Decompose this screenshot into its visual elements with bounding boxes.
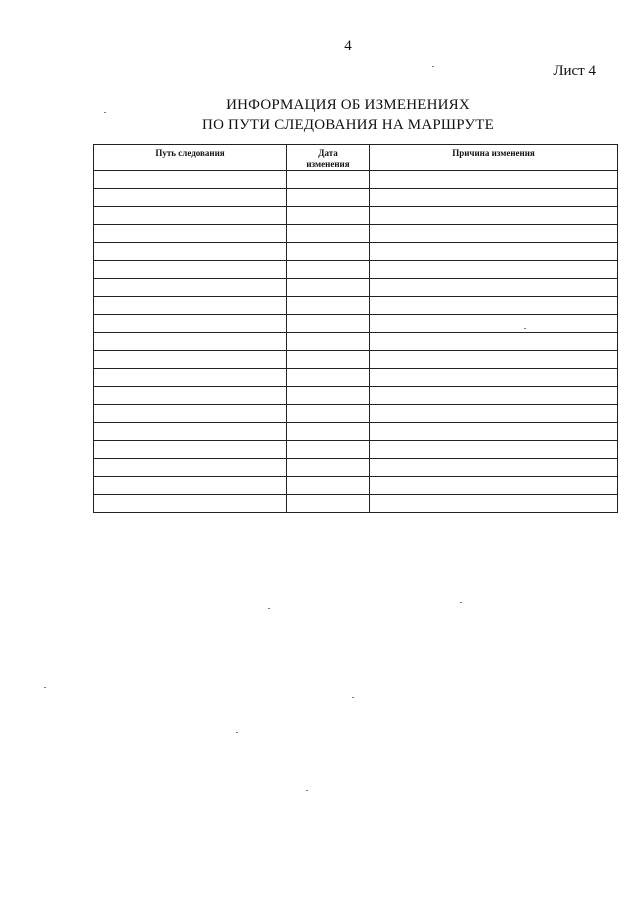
cell-route[interactable] bbox=[94, 495, 287, 513]
page-number: 4 bbox=[344, 38, 352, 54]
cell-route[interactable] bbox=[94, 315, 287, 333]
cell-reason[interactable] bbox=[370, 405, 618, 423]
table-row bbox=[94, 297, 618, 315]
scan-speck bbox=[44, 687, 46, 688]
cell-reason[interactable] bbox=[370, 261, 618, 279]
cell-reason[interactable] bbox=[370, 207, 618, 225]
table-row bbox=[94, 423, 618, 441]
cell-date[interactable] bbox=[287, 243, 370, 261]
cell-route[interactable] bbox=[94, 423, 287, 441]
title-line-1: ИНФОРМАЦИЯ ОБ ИЗМЕНЕНИЯХ bbox=[226, 97, 470, 113]
cell-reason[interactable] bbox=[370, 477, 618, 495]
cell-route[interactable] bbox=[94, 459, 287, 477]
table-row bbox=[94, 225, 618, 243]
scan-speck bbox=[236, 732, 238, 733]
cell-reason[interactable] bbox=[370, 243, 618, 261]
cell-date[interactable] bbox=[287, 387, 370, 405]
cell-date[interactable] bbox=[287, 315, 370, 333]
table-row bbox=[94, 351, 618, 369]
column-header-route: Путь следования bbox=[94, 145, 287, 171]
table-row bbox=[94, 333, 618, 351]
table-row bbox=[94, 369, 618, 387]
title-line-2: ПО ПУТИ СЛЕДОВАНИЯ НА МАРШРУТЕ bbox=[202, 117, 494, 133]
column-header-date bbox=[287, 145, 370, 171]
scan-speck bbox=[460, 602, 462, 603]
cell-route[interactable] bbox=[94, 333, 287, 351]
cell-route[interactable] bbox=[94, 387, 287, 405]
cell-date[interactable] bbox=[287, 297, 370, 315]
cell-route[interactable] bbox=[94, 189, 287, 207]
cell-route[interactable] bbox=[94, 171, 287, 189]
cell-date[interactable] bbox=[287, 171, 370, 189]
cell-date[interactable] bbox=[287, 495, 370, 513]
table-row bbox=[94, 459, 618, 477]
cell-route[interactable] bbox=[94, 351, 287, 369]
table-row bbox=[94, 189, 618, 207]
cell-date[interactable] bbox=[287, 459, 370, 477]
table-row bbox=[94, 279, 618, 297]
cell-reason[interactable] bbox=[370, 333, 618, 351]
cell-route[interactable] bbox=[94, 441, 287, 459]
cell-route[interactable] bbox=[94, 297, 287, 315]
table-row bbox=[94, 405, 618, 423]
cell-date[interactable] bbox=[287, 261, 370, 279]
cell-reason[interactable] bbox=[370, 225, 618, 243]
cell-date[interactable] bbox=[287, 441, 370, 459]
cell-route[interactable] bbox=[94, 477, 287, 495]
cell-route[interactable] bbox=[94, 405, 287, 423]
table-row bbox=[94, 315, 618, 333]
cell-route[interactable] bbox=[94, 279, 287, 297]
cell-reason[interactable] bbox=[370, 351, 618, 369]
cell-route[interactable] bbox=[94, 261, 287, 279]
cell-reason[interactable] bbox=[370, 279, 618, 297]
column-header-date-line-1: Дата bbox=[318, 148, 338, 158]
cell-date[interactable] bbox=[287, 477, 370, 495]
cell-date[interactable] bbox=[287, 369, 370, 387]
cell-reason[interactable] bbox=[370, 459, 618, 477]
table-row bbox=[94, 261, 618, 279]
cell-route[interactable] bbox=[94, 243, 287, 261]
scan-speck bbox=[104, 112, 106, 113]
cell-reason[interactable] bbox=[370, 171, 618, 189]
scan-speck bbox=[432, 66, 434, 67]
document-title bbox=[0, 95, 640, 135]
cell-date[interactable] bbox=[287, 189, 370, 207]
table-row bbox=[94, 171, 618, 189]
cell-date[interactable] bbox=[287, 225, 370, 243]
table-row bbox=[94, 207, 618, 225]
cell-date[interactable] bbox=[287, 279, 370, 297]
changes-table bbox=[93, 144, 618, 513]
cell-route[interactable] bbox=[94, 369, 287, 387]
table-row bbox=[94, 243, 618, 261]
cell-route[interactable] bbox=[94, 207, 287, 225]
cell-reason[interactable] bbox=[370, 441, 618, 459]
column-header-date-line-2: изменения bbox=[306, 159, 350, 169]
cell-date[interactable] bbox=[287, 405, 370, 423]
cell-date[interactable] bbox=[287, 333, 370, 351]
cell-date[interactable] bbox=[287, 207, 370, 225]
table-row bbox=[94, 477, 618, 495]
table-row bbox=[94, 495, 618, 513]
scan-speck bbox=[352, 697, 354, 698]
sheet-label: Лист 4 bbox=[553, 63, 596, 79]
table-header-row bbox=[94, 145, 618, 171]
cell-reason[interactable] bbox=[370, 297, 618, 315]
cell-route[interactable] bbox=[94, 225, 287, 243]
cell-reason[interactable] bbox=[370, 387, 618, 405]
scan-speck bbox=[306, 790, 308, 791]
cell-reason[interactable] bbox=[370, 315, 618, 333]
cell-date[interactable] bbox=[287, 351, 370, 369]
scan-speck bbox=[268, 608, 270, 609]
cell-date[interactable] bbox=[287, 423, 370, 441]
table-row bbox=[94, 387, 618, 405]
cell-reason[interactable] bbox=[370, 369, 618, 387]
table-row bbox=[94, 441, 618, 459]
cell-reason[interactable] bbox=[370, 189, 618, 207]
scan-speck bbox=[524, 328, 526, 329]
cell-reason[interactable] bbox=[370, 495, 618, 513]
cell-reason[interactable] bbox=[370, 423, 618, 441]
table-body bbox=[94, 171, 618, 513]
column-header-reason: Причина изменения bbox=[370, 145, 618, 171]
